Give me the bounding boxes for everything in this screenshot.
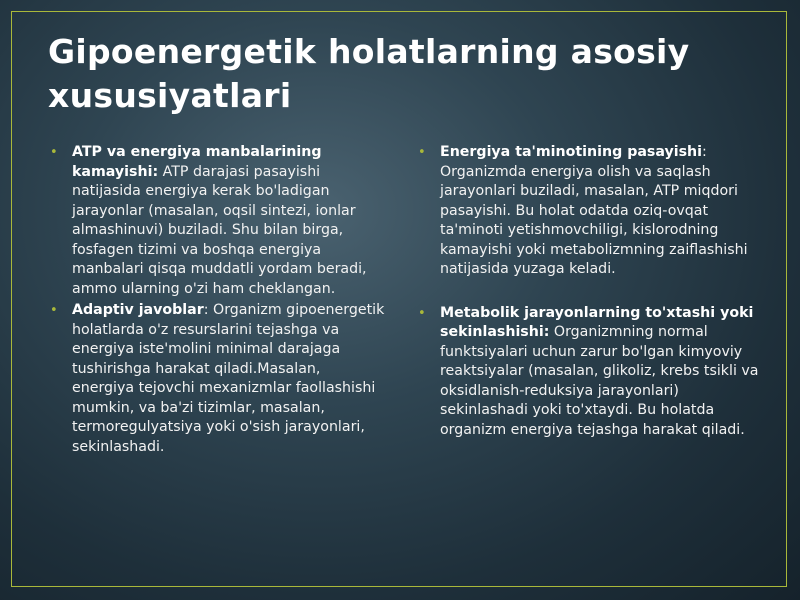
bullet-term: Adaptiv javoblar <box>72 302 204 318</box>
bullet-dot-icon: • <box>50 145 58 160</box>
slide-title: Gipoenergetik holatlarning asosiy xususiyatlari <box>48 32 690 115</box>
left-column-bullet-list <box>50 143 385 459</box>
bullet-item-atp-energy-sources <box>50 143 385 299</box>
bullet-dot-icon: • <box>50 303 58 318</box>
bullet-item-adaptive-responses <box>50 301 385 457</box>
bullet-term: Metabolik jarayonlarning to'xtashi yoki sekinlashishi: <box>440 304 754 340</box>
right-column-bullet-list <box>418 143 763 442</box>
bullet-text: Organizmning normal funktsiyalari uchun zarur bo'lgan kimyoviy reaktsiyalar (masalan, glikoliz, krebs tsikli va oksidlanish-reduksiya jarayonlari) sekinlashadi yoki to'xtaydi. Bu holatda organizm energiya tejashga harakat qiladi. <box>440 324 759 438</box>
bullet-term: Energiya ta'minotining pasayishi <box>440 144 703 160</box>
bullet-text: : Organizmda energiya olish va saqlash jarayonlari buziladi, masalan, ATP miqdori pasayishi. Bu holat odatda oziq-ovqat ta'minoti yetishmovchiligi, kislorodning kamayishi yoki metabolizmning zaiflashishi natijasida yuzaga keladi. <box>440 144 748 277</box>
bullet-item-metabolic-slowdown <box>418 304 763 441</box>
bullet-dot-icon: • <box>418 305 426 321</box>
bullet-item-energy-supply-decrease <box>418 143 763 280</box>
bullet-text: ATP darajasi pasayishi natijasida energiya kerak bo'ladigan jarayonlar (masalan, oqsil sintezi, ionlar almashinuvi) buziladi. Shu bilan birga, fosfagen tizimi va boshqa energiya manbalari qisqa muddatli yordam beradi, ammo ularning o'zi ham cheklangan. <box>72 163 367 297</box>
bullet-text: : Organizm gipoenergetik holatlarda o'z resurslarini tejashga va energiya iste'molini minimal darajaga tushirishga harakat qiladi.Masalan, energiya tejovchi mexanizmlar faollashishi mumkin, va ba'zi tizimlar, masalan, termoregulyatsiya yoki o'sish jarayonlari, sekinlashadi. <box>72 302 385 455</box>
bullet-term: ATP va energiya manbalarining kamayishi: <box>72 144 322 180</box>
bullet-dot-icon: • <box>418 145 426 160</box>
